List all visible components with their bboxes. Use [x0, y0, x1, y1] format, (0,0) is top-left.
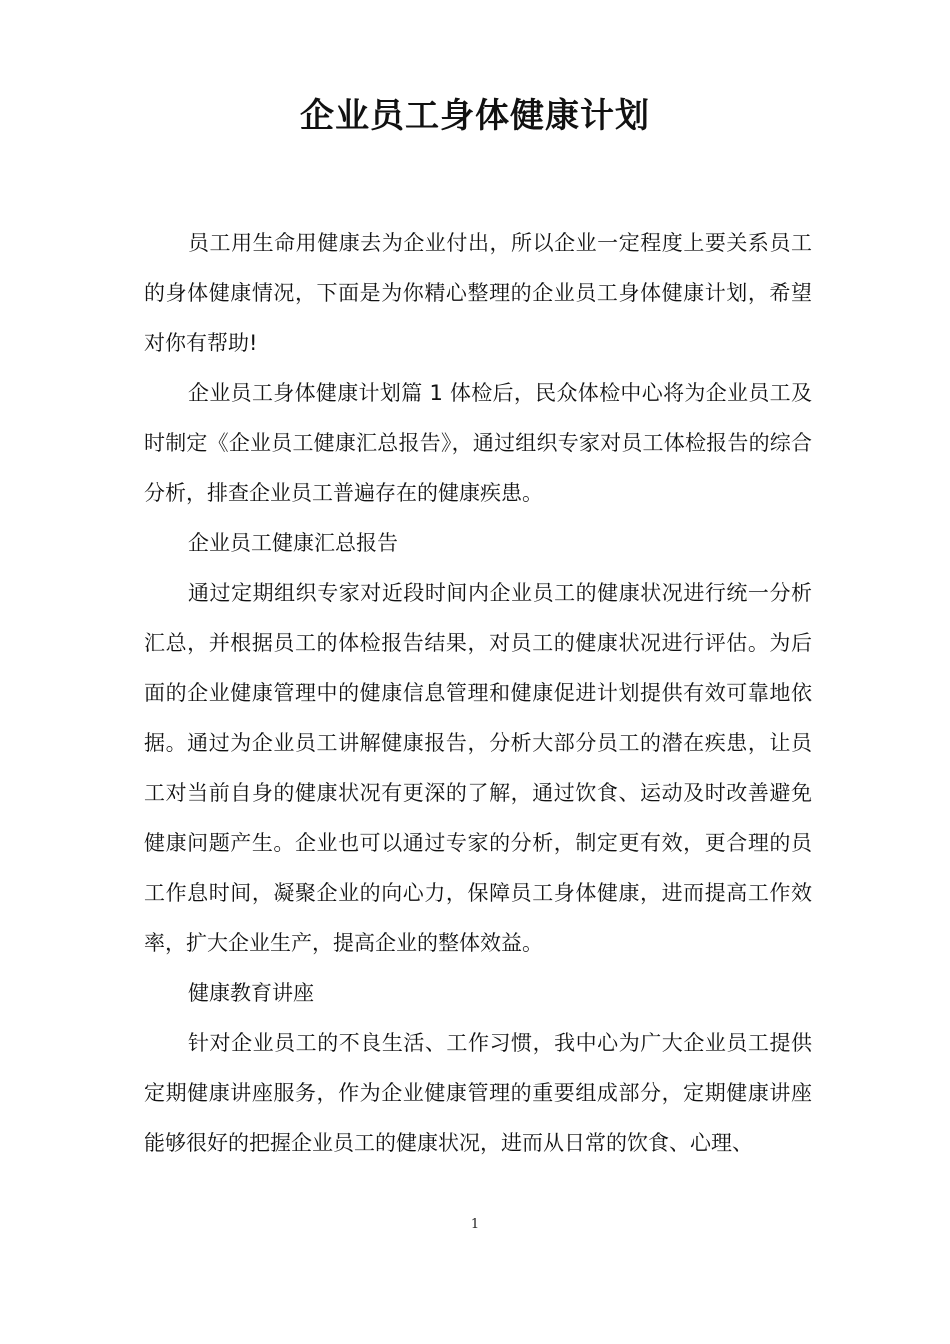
document-title: 企业员工身体健康计划	[300, 96, 650, 136]
paragraph-intro: 员工用生命用健康去为企业付出，所以企业一定程度上要关系员工的身体健康情况，下面是为你精心整理的企业员工身体健康计划，希望对你有帮助!	[144, 231, 812, 355]
paragraph-lecture: 针对企业员工的不良生活、工作习惯，我中心为广大企业员工提供定期健康讲座服务，作为企业健康管理的重要组成部分，定期健康讲座能够很好的把握企业员工的健康状况，进而从日常的饮食、心理、	[144, 1031, 812, 1155]
paragraph-checkup: 企业员工身体健康计划篇 1 体检后，民众体检中心将为企业员工及时制定《企业员工健康汇总报告》，通过组织专家对员工体检报告的综合分析，排查企业员工普遍存在的健康疾患。	[144, 381, 812, 505]
page-number: 1	[470, 1217, 480, 1232]
section-heading-lecture: 健康教育讲座	[188, 981, 314, 1005]
section-heading-report: 企业员工健康汇总报告	[188, 531, 398, 555]
document-body	[144, 218, 812, 1168]
paragraph-report: 通过定期组织专家对近段时间内企业员工的健康状况进行统一分析汇总，并根据员工的体检报告结果，对员工的健康状况进行评估。为后面的企业健康管理中的健康信息管理和健康促进计划提供有效可靠地依据。通过为企业员工讲解健康报告，分析大部分员工的潜在疾患，让员工对当前自身的健康状况有更深的了解，通过饮食、运动及时改善避免健康问题产生。企业也可以通过专家的分析，制定更有效，更合理的员工作息时间，凝聚企业的向心力，保障员工身体健康，进而提高工作效率，扩大企业生产，提高企业的整体效益。	[144, 581, 812, 955]
